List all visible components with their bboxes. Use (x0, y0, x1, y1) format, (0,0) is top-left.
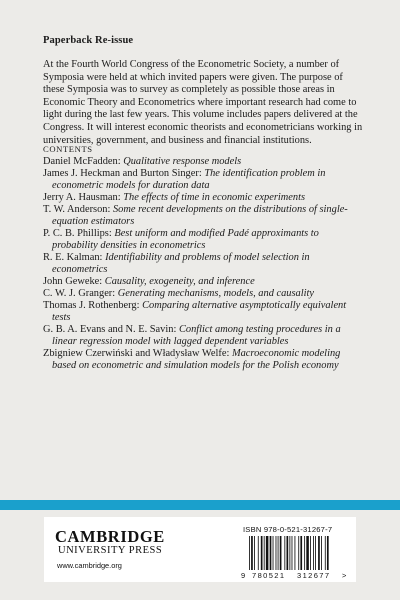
entry-author: C. W. J. Granger: (43, 288, 116, 299)
barcode-bar (300, 536, 302, 570)
entry-title: Comparing alternative asymptotically equivalent tests (52, 300, 347, 323)
contents-entry (43, 168, 365, 192)
entry-author: Zbigniew Czerwiński and Władysław Welfe: (43, 348, 230, 359)
entry-title: Some recent developments on the distributions of single-equation estimators (52, 204, 348, 227)
barcode-bar (270, 536, 272, 570)
entry-author: John Geweke: (43, 276, 103, 287)
contents-entry (43, 192, 365, 204)
barcode-bar (278, 536, 279, 570)
barcode-bar (325, 536, 326, 570)
entry-author: Daniel McFadden: (43, 156, 121, 167)
barcode-bar (310, 536, 311, 570)
publisher-url: www.cambridge.org (57, 561, 122, 570)
barcode-bar (264, 536, 265, 570)
entry-title: Best uniform and modified Padé approximants to probability densities in econometrics (52, 228, 319, 251)
isbn-text: ISBN 978-0-521-31267-7 (243, 525, 333, 534)
barcode-bar (261, 536, 263, 570)
blurb-paragraph: At the Fourth World Congress of the Econometric Society, a number of Symposia were held at which invited papers were given. The purpose of these Symposia was to survey as completely as possible those areas in Economic Theory and Econometrics where important research had come to light during the last few years. This volume includes papers delivered at the Congress. It will interest economic theorists and econometricians working in universities, government, and business and financial institutions. (43, 59, 363, 146)
barcode-bar (280, 536, 282, 570)
entry-author: T. W. Anderson: (43, 204, 111, 215)
barcode-bar (295, 536, 296, 570)
entry-title: Conflict among testing procedures in a linear regression model with lagged dependent variables (52, 324, 341, 347)
barcode-bar (306, 536, 309, 570)
barcode-bar (254, 536, 255, 570)
barcode-bar (327, 536, 329, 570)
entry-author: G. B. A. Evans and N. E. Savin: (43, 324, 177, 335)
contents-entry (43, 228, 365, 252)
entry-author: R. E. Kalman: (43, 252, 103, 263)
contents-entry (43, 204, 365, 228)
barcode-tail-mark: > (342, 571, 347, 580)
contents-entry (43, 252, 365, 276)
entry-title: Macroeconomic modeling based on econometric and simulation models for the Polish economy (52, 348, 341, 371)
barcode (241, 536, 349, 580)
entry-author: James J. Heckman and Burton Singer: (43, 168, 202, 179)
barcode-bar (321, 536, 322, 570)
entry-author: Jerry A. Hausman: (43, 192, 121, 203)
barcode-bar (266, 536, 269, 570)
publisher-logo-press: UNIVERSITY PRESS (58, 545, 163, 556)
entry-title: Causality, exogeneity, and inference (104, 276, 255, 287)
barcode-bar (318, 536, 320, 570)
contents-heading: CONTENTS (43, 144, 93, 154)
entry-title: The identification problem in econometric models for duration data (52, 168, 326, 191)
entry-author: Thomas J. Rothenberg: (43, 300, 140, 311)
barcode-bar (289, 536, 290, 570)
contents-list (43, 156, 365, 372)
entry-author: P. C. B. Phillips: (43, 228, 112, 239)
contents-entry (43, 348, 365, 372)
barcode-bar (251, 536, 253, 570)
barcode-right-digits: 312677 (297, 571, 331, 580)
barcode-bar (249, 536, 250, 570)
barcode-lead-digit: 9 (241, 571, 246, 580)
contents-entry (43, 276, 365, 288)
paperback-reissue-label: Paperback Re-issue (43, 35, 134, 46)
barcode-bars (249, 536, 329, 570)
barcode-bar (313, 536, 314, 570)
blue-stripe (0, 500, 400, 510)
barcode-bar (315, 536, 316, 570)
barcode-bar (284, 536, 285, 570)
barcode-bar (276, 536, 277, 570)
barcode-bar (304, 536, 305, 570)
barcode-bar (292, 536, 293, 570)
entry-title: The effects of time in economic experiments (123, 192, 306, 203)
barcode-bar (298, 536, 299, 570)
barcode-bar (273, 536, 274, 570)
barcode-bar (287, 536, 289, 570)
barcode-bar (258, 536, 259, 570)
entry-title: Qualitative response models (123, 156, 242, 167)
entry-title: Generating mechanisms, models, and causality (117, 288, 315, 299)
contents-entry (43, 288, 365, 300)
contents-entry (43, 324, 365, 348)
barcode-left-digits: 780521 (252, 571, 286, 580)
contents-entry (43, 156, 365, 168)
contents-entry (43, 300, 365, 324)
entry-title: Identifiability and problems of model selection in econometrics (52, 252, 310, 275)
publisher-footer (44, 517, 356, 582)
publisher-logo-name: CAMBRIDGE (55, 527, 165, 546)
